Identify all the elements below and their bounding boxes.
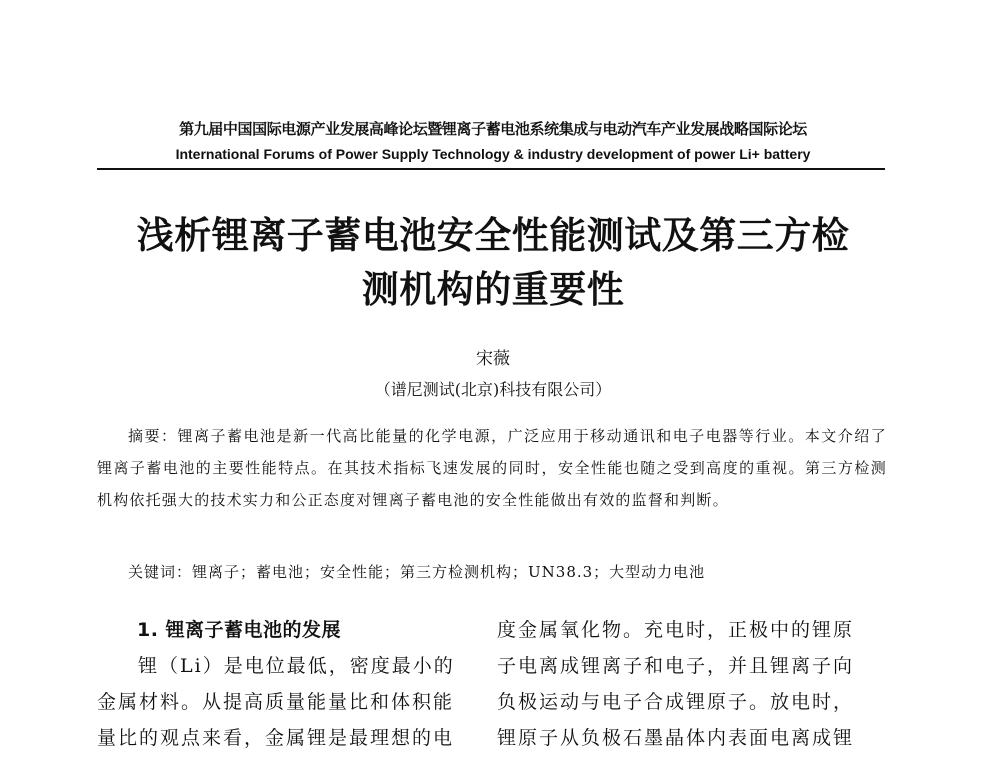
body-line: 金属材料。从提高质量能量比和体积能 bbox=[97, 691, 455, 713]
body-line: 锂（Li）是电位最低，密度最小的 bbox=[138, 655, 455, 677]
body-line: 锂原子从负极石墨晶体内表面电离成锂 bbox=[497, 727, 855, 749]
right-column bbox=[497, 612, 889, 756]
section-heading: 1. 锂离子蓄电池的发展 bbox=[137, 619, 342, 641]
author-affiliation: （谱尼测试(北京)科技有限公司） bbox=[374, 380, 612, 399]
body-line: 度金属氧化物。充电时，正极中的锂原 bbox=[497, 619, 855, 641]
conference-header-chinese: 第九届中国国际电源产业发展高峰论坛暨锂离子蓄电池系统集成与电动汽车产业发展战略国际论坛 bbox=[179, 120, 807, 138]
paper-title bbox=[97, 208, 889, 316]
keywords-line: 关键词：锂离子；蓄电池；安全性能；第三方检测机构；UN38.3；大型动力电池 bbox=[128, 563, 706, 581]
body-line: 量比的观点来看，金属锂是最理想的电 bbox=[97, 727, 455, 749]
abstract-paragraph: 摘要：锂离子蓄电池是新一代高比能量的化学电源，广泛应用于移动通讯和电子电器等行业。本文介绍了锂离子蓄电池的主要性能特点。在其技术指标飞速发展的同时，安全性能也随之受到高度的重视。第三方检测机构依托强大的技术实力和公正态度对锂离子蓄电池的安全性能做出有效的监督和判断。 bbox=[97, 427, 887, 509]
left-column bbox=[97, 612, 489, 756]
header-divider bbox=[97, 168, 885, 170]
title-line-1: 浅析锂离子蓄电池安全性能测试及第三方检 bbox=[136, 213, 850, 257]
body-line: 子电离成锂离子和电子，并且锂离子向 bbox=[497, 655, 855, 677]
title-line-2: 测机构的重要性 bbox=[361, 267, 625, 311]
body-line: 负极运动与电子合成锂原子。放电时， bbox=[497, 691, 855, 713]
author-name: 宋薇 bbox=[476, 349, 510, 369]
conference-header-english: International Forums of Power Supply Technology & industry development of power Li+ battery bbox=[175, 146, 811, 162]
